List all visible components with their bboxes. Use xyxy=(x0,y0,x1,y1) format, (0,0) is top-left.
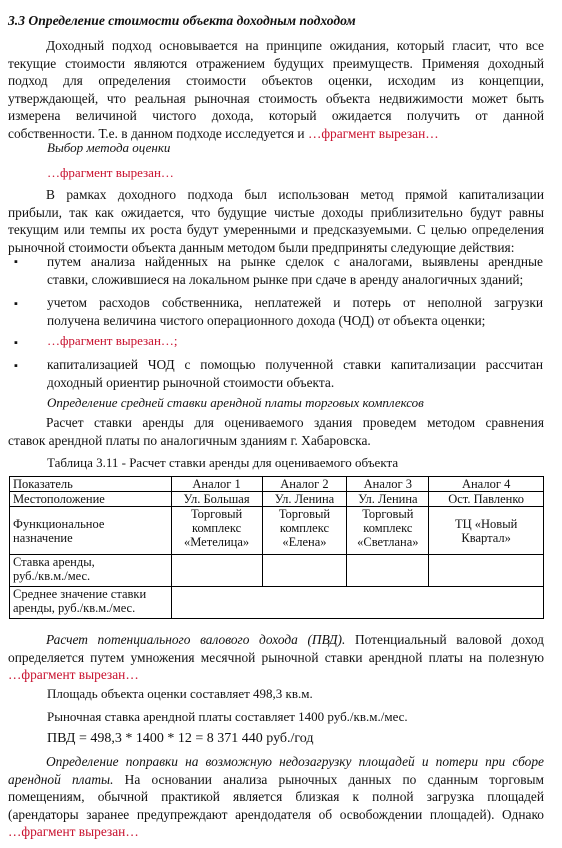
text-line: текущим или темпы их роста будут умеренными и предсказуемыми. С целью определения xyxy=(8,222,544,237)
rent-subheading: Определение средней ставки арендной платы торговых комплексов xyxy=(47,395,424,410)
pvd-formula: ПВД = 498,3 * 1400 * 12 = 8 371 440 руб./год xyxy=(47,731,314,746)
table-row xyxy=(10,492,544,507)
cut-fragment: …фрагмент вырезан… xyxy=(8,667,139,682)
table-cell: Ул. Ленина xyxy=(262,492,347,507)
text-line: ставки, сложившиеся на локальном рынке при сдаче в аренду аналогичных зданий; xyxy=(47,271,524,287)
text-line: арендной платы. На основании анализа рыночных данных по сданным торговым xyxy=(8,771,544,787)
text-line: собственности. Т.е. в данном подходе исследуется и …фрагмент вырезан… xyxy=(8,125,439,141)
table-cell: Аналог 3 xyxy=(347,477,429,492)
table-cell: Ул. Большая xyxy=(171,492,262,507)
bullet-marker: ▪ xyxy=(14,298,18,310)
table-cell: Ул. Ленина xyxy=(347,492,429,507)
method-subheading: Выбор метода оценки xyxy=(47,140,171,155)
text-line: текущие стоимости являются отражением будущих преимуществ. Применяя доходный xyxy=(8,55,544,71)
text-line: ставок арендной платы по аналогичным зданиям г. Хабаровска. xyxy=(8,432,371,448)
table-cell: Функциональное назначение xyxy=(10,507,172,555)
table-cell: Ставка аренды, руб./кв.м./мес. xyxy=(10,555,172,587)
table-row xyxy=(10,507,544,555)
text-line: Определение поправки на возможную недозагрузку площадей и потери при сборе xyxy=(46,754,544,769)
text-line: подход для определения стоимости объектов оценки, исходим из концепции, xyxy=(8,73,544,88)
table-cell xyxy=(347,555,429,587)
text-line: доходный ориентир рыночной стоимости объекта. xyxy=(47,374,335,390)
table-cell: ТЦ «Новый Квартал» xyxy=(429,507,544,555)
table-cell: Торговый комплекс «Метелица» xyxy=(171,507,262,555)
rent-rate-table xyxy=(9,476,544,619)
text-line: измерена величиной чистого дохода, который ожидается получить от данной xyxy=(8,108,544,123)
table-cell: Среднее значение ставки аренды, руб./кв.м./мес. xyxy=(10,587,172,619)
text-line: В рамках доходного подхода был использован метод прямой капитализации xyxy=(46,187,544,202)
bullet-marker: ▪ xyxy=(14,337,18,349)
table-row xyxy=(10,555,544,587)
intro-paragraph xyxy=(8,37,544,142)
text-line: учетом расходов собственника, неплатежей и потерь от неполной загрузки xyxy=(47,295,543,310)
table-cell: Показатель xyxy=(10,477,172,492)
text-line: Расчет ставки аренды для оцениваемого здания проведем методом сравнения xyxy=(46,415,544,430)
section-heading: 3.3 Определение стоимости объекта доходным подходом xyxy=(8,13,356,28)
bullet-item xyxy=(47,356,543,391)
text-line: путем анализа найденных на рынке сделок с аналогами, выявлены арендные xyxy=(47,254,543,269)
method-paragraph xyxy=(8,186,544,256)
bullet-marker: ▪ xyxy=(14,360,18,372)
text-line: (арендаторы заранее предупреждают арендодателя об освобождении площадей). Однако xyxy=(8,806,544,822)
table-cell: Ост. Павленко xyxy=(429,492,544,507)
bullet-item xyxy=(47,294,543,329)
table-cell xyxy=(429,555,544,587)
table-cell: Местоположение xyxy=(10,492,172,507)
rent-paragraph xyxy=(8,414,544,449)
table-cell: Аналог 1 xyxy=(171,477,262,492)
text-line: Расчет потенциального валового дохода (ПВД). Потенциальный валовой доход xyxy=(46,632,544,647)
rate-line: Рыночная ставка арендной платы составляет 1400 руб./кв.м./мес. xyxy=(47,709,408,724)
text-line xyxy=(8,666,544,684)
cut-fragment: …фрагмент вырезан… xyxy=(47,165,174,180)
table-cell: Аналог 4 xyxy=(429,477,544,492)
loss-paragraph xyxy=(8,753,544,841)
cut-fragment: …фрагмент вырезан…; xyxy=(47,333,178,348)
text-line: рыночной стоимости объекта данным методом были предприняты следующие действия: xyxy=(8,239,515,255)
text-line: помещениям, обычной практикой является близкая к полной загрузка площадей xyxy=(8,789,544,804)
table-cell xyxy=(262,555,347,587)
bullet-item xyxy=(47,253,543,288)
text-line: определяется путем умножения месячной рыночной ставки арендной платы на полезную xyxy=(8,649,544,665)
area-line: Площадь объекта оценки составляет 498,3 кв.м. xyxy=(47,686,313,701)
table-cell xyxy=(171,555,262,587)
text-line: утверждающей, что реальная рыночная стоимость объекта недвижимости может быть xyxy=(8,90,544,106)
table-cell: Торговый комплекс «Светлана» xyxy=(347,507,429,555)
table-row xyxy=(10,587,544,619)
table-caption: Таблица 3.11 - Расчет ставки аренды для оцениваемого объекта xyxy=(47,455,399,470)
bullet-marker: ▪ xyxy=(14,256,18,268)
text-line xyxy=(8,823,544,841)
cut-fragment: …фрагмент вырезан… xyxy=(8,824,139,839)
pvd-paragraph xyxy=(8,631,544,684)
table-cell: Торговый комплекс «Елена» xyxy=(262,507,347,555)
text-line: получена величина чистого операционного дохода (ЧОД) от объекта оценки; xyxy=(47,312,486,328)
table-cell xyxy=(171,587,543,619)
table-cell: Аналог 2 xyxy=(262,477,347,492)
text-line: прибыли, так как ожидается, что будущие чистые доходы приблизительно будут равны xyxy=(8,204,544,220)
table-header-row xyxy=(10,477,544,492)
text-line: Доходный подход основывается на принципе ожидания, который гласит, что все xyxy=(46,38,544,53)
cut-fragment: …фрагмент вырезан… xyxy=(307,125,439,141)
text-line: капитализацией ЧОД с помощью полученной ставки капитализации рассчитан xyxy=(47,357,543,372)
